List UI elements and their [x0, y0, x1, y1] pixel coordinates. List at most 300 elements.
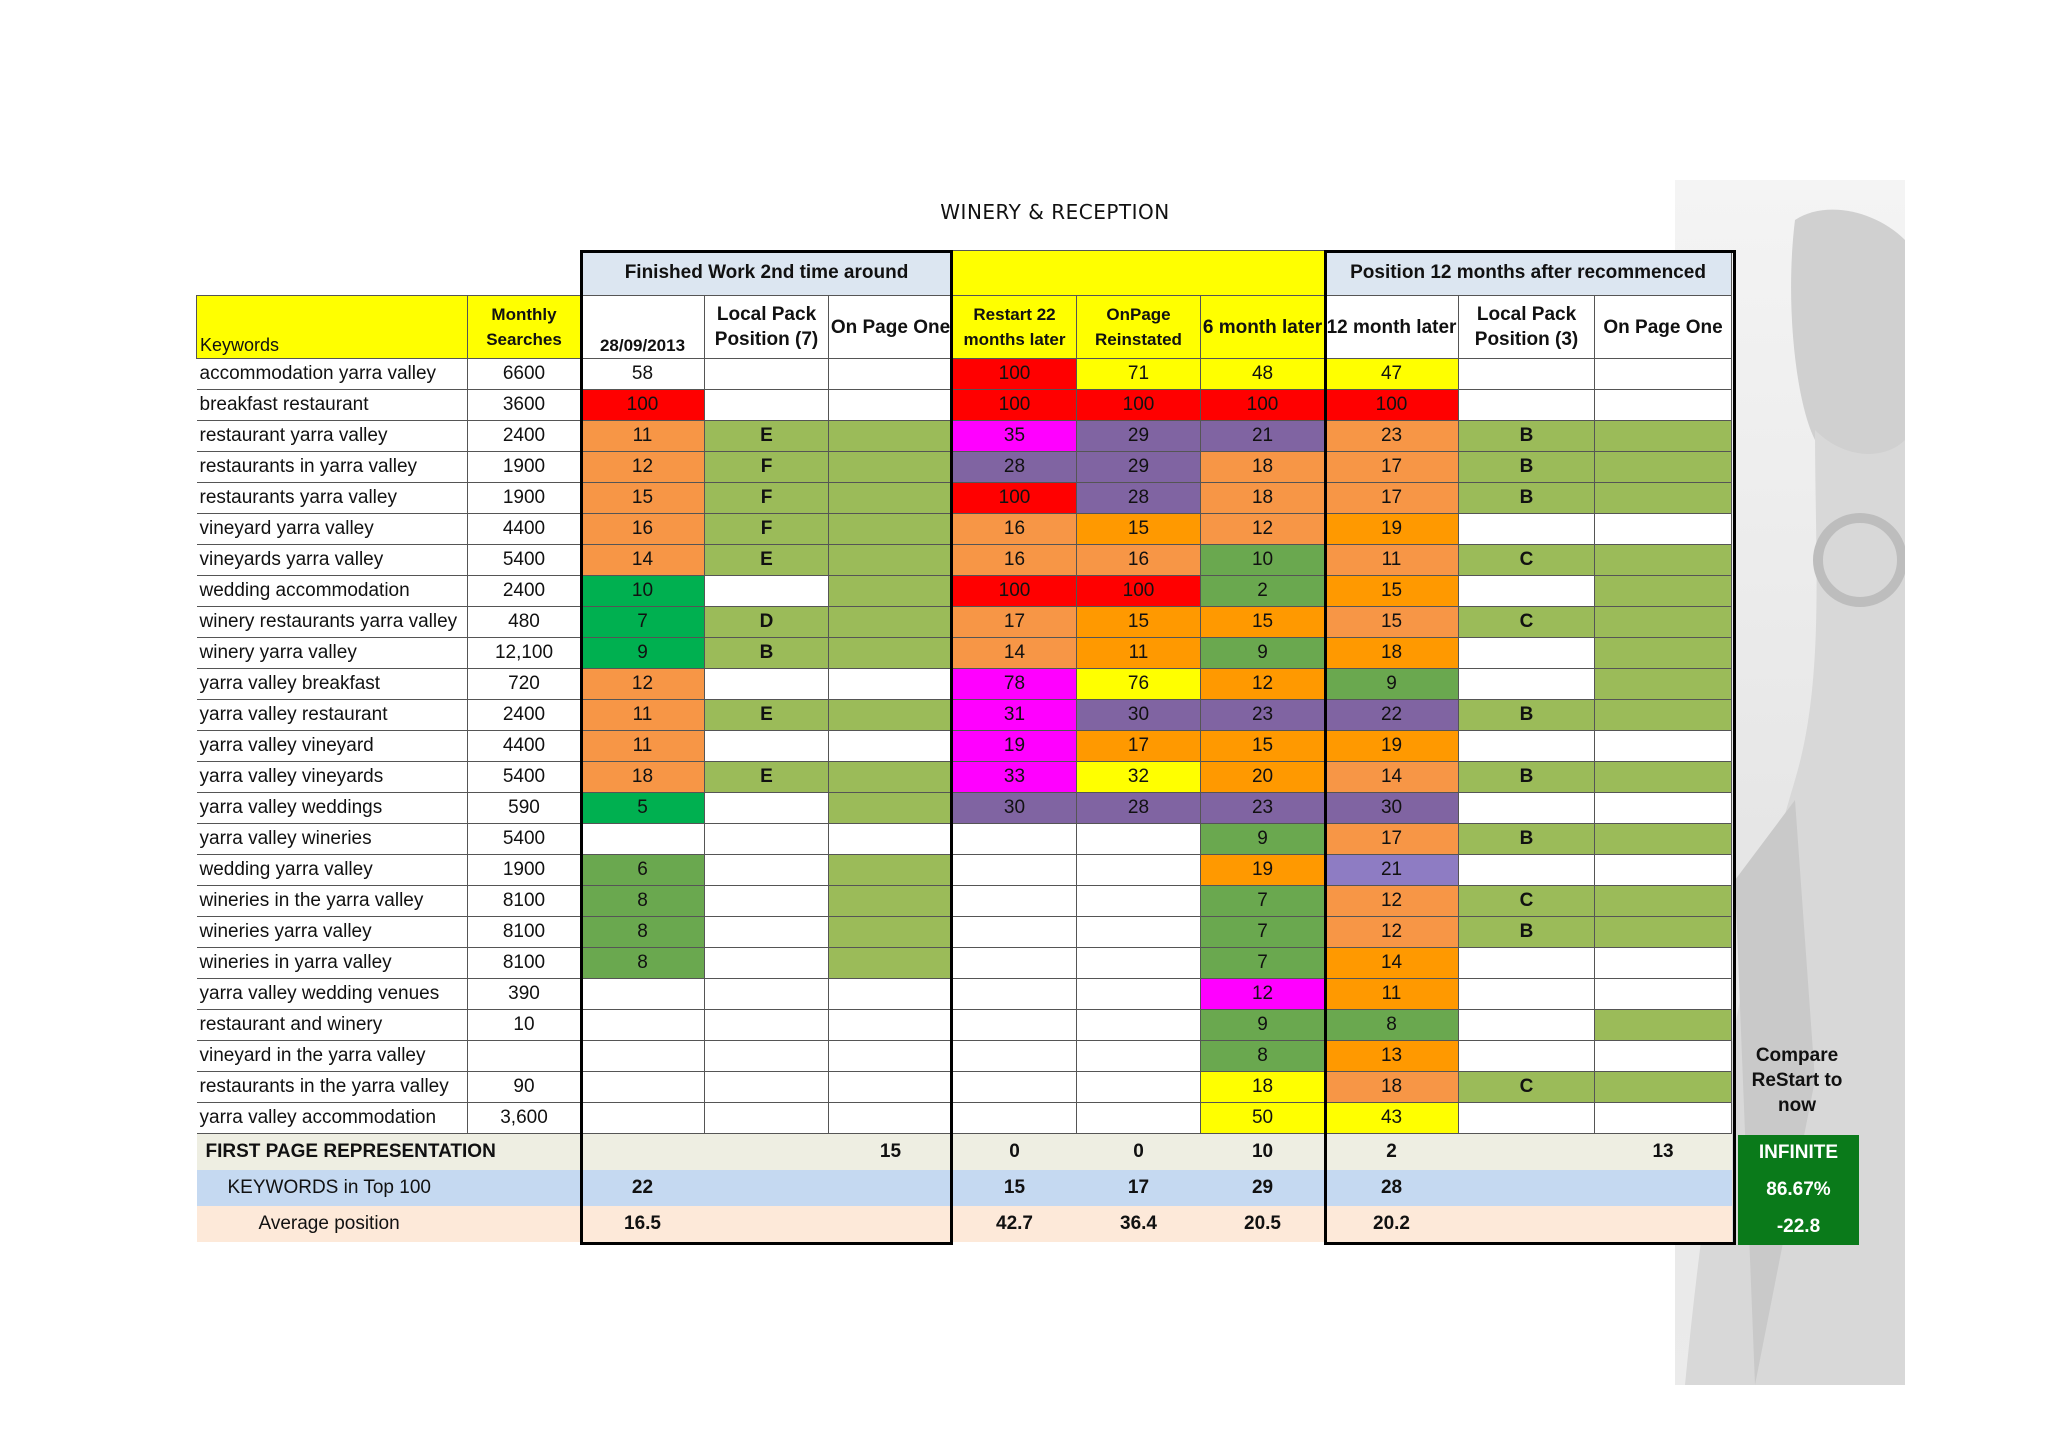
rank-cell: [1459, 1010, 1595, 1041]
monthly-searches-cell: [468, 1041, 581, 1072]
keyword-cell: wedding accommodation: [197, 576, 468, 607]
monthly-searches-cell: 480: [468, 607, 581, 638]
rank-cell: C: [1459, 607, 1595, 638]
keyword-cell: yarra valley vineyards: [197, 762, 468, 793]
table-row: [197, 545, 1732, 576]
rank-cell: 14: [1325, 762, 1459, 793]
rank-cell: 14: [953, 638, 1077, 669]
rank-cell: [829, 1072, 953, 1103]
rank-cell: [829, 824, 953, 855]
rank-cell: [953, 855, 1077, 886]
rank-cell: [1595, 669, 1732, 700]
summary-first-page-reinstated: 0: [1133, 1141, 1144, 1162]
rank-cell: 20: [1201, 762, 1325, 793]
rank-cell: [1595, 855, 1732, 886]
rank-cell: 100: [953, 359, 1077, 390]
rank-cell: 30: [953, 793, 1077, 824]
rank-cell: 11: [1325, 979, 1459, 1010]
rank-cell: 17: [953, 607, 1077, 638]
rank-cell: [705, 824, 829, 855]
rank-cell: 12: [1201, 979, 1325, 1010]
rank-cell: 15: [1325, 576, 1459, 607]
rank-cell: [1459, 514, 1595, 545]
table-row: [197, 762, 1732, 793]
rank-cell: 23: [1201, 700, 1325, 731]
keyword-cell: yarra valley wedding venues: [197, 979, 468, 1010]
rank-cell: [1595, 793, 1732, 824]
rank-cell: 48: [1201, 359, 1325, 390]
keyword-cell: vineyard yarra valley: [197, 514, 468, 545]
rank-cell: 10: [1201, 545, 1325, 576]
rank-cell: 100: [1325, 390, 1459, 421]
rank-cell: [1595, 762, 1732, 793]
rank-cell: [829, 762, 953, 793]
page-title: WINERY & RECEPTION: [940, 200, 1170, 224]
rank-cell: 8: [581, 917, 705, 948]
rank-cell: 2: [1201, 576, 1325, 607]
rank-cell: [705, 390, 829, 421]
rank-cell: [581, 824, 705, 855]
header-onpage-reinstated: OnPage Reinstated: [1077, 296, 1201, 359]
summary-first-page-twelve-month: 2: [1386, 1141, 1397, 1162]
rank-cell: [953, 1010, 1077, 1041]
compare-top100: 86.67%: [1738, 1171, 1859, 1208]
rank-cell: [1459, 731, 1595, 762]
rank-cell: [829, 700, 953, 731]
rank-cell: [829, 731, 953, 762]
rank-cell: [1077, 1072, 1201, 1103]
rank-cell: 22: [1325, 700, 1459, 731]
table-row: [197, 669, 1732, 700]
rank-cell: [581, 1072, 705, 1103]
table-row: [197, 793, 1732, 824]
rank-cell: [953, 886, 1077, 917]
table-row: [197, 576, 1732, 607]
rank-cell: [1595, 607, 1732, 638]
rank-cell: [829, 669, 953, 700]
rank-cell: [705, 979, 829, 1010]
rank-cell: 18: [1325, 638, 1459, 669]
header-twelve-month: 12 month later: [1325, 296, 1459, 359]
rank-cell: 21: [1201, 421, 1325, 452]
header-six-month: 6 month later: [1201, 296, 1325, 359]
keyword-cell: breakfast restaurant: [197, 390, 468, 421]
rank-cell: [829, 607, 953, 638]
rank-cell: 28: [1077, 483, 1201, 514]
rank-cell: 100: [581, 390, 705, 421]
rank-cell: B: [1459, 824, 1595, 855]
rank-cell: C: [1459, 1072, 1595, 1103]
table-row: [197, 886, 1732, 917]
rank-cell: D: [705, 607, 829, 638]
rank-cell: 100: [1201, 390, 1325, 421]
rank-cell: E: [705, 421, 829, 452]
rank-cell: [1595, 1041, 1732, 1072]
rank-cell: 15: [1077, 607, 1201, 638]
rank-cell: 18: [1325, 1072, 1459, 1103]
keyword-cell: yarra valley breakfast: [197, 669, 468, 700]
rank-cell: 10: [581, 576, 705, 607]
header-monthly-searches: Monthly Searches: [468, 296, 581, 359]
rank-cell: [705, 731, 829, 762]
summary-first-page-row: [197, 1134, 1732, 1171]
rank-cell: 6: [581, 855, 705, 886]
rank-cell: [1595, 576, 1732, 607]
rank-cell: 9: [1201, 824, 1325, 855]
rank-cell: [1595, 452, 1732, 483]
rank-cell: [829, 576, 953, 607]
rank-cell: 28: [953, 452, 1077, 483]
rank-cell: [829, 483, 953, 514]
rank-cell: 13: [1325, 1041, 1459, 1072]
keyword-cell: vineyard in the yarra valley: [197, 1041, 468, 1072]
rank-cell: [829, 514, 953, 545]
monthly-searches-cell: 10: [468, 1010, 581, 1041]
monthly-searches-cell: 5400: [468, 545, 581, 576]
rank-cell: C: [1459, 545, 1595, 576]
rank-cell: 11: [1077, 638, 1201, 669]
rank-cell: 78: [953, 669, 1077, 700]
rank-cell: 15: [1201, 607, 1325, 638]
monthly-searches-cell: 1900: [468, 483, 581, 514]
monthly-searches-cell: 1900: [468, 452, 581, 483]
keyword-cell: yarra valley wineries: [197, 824, 468, 855]
rank-cell: [1077, 886, 1201, 917]
summary-top100-date: 22: [631, 1177, 654, 1198]
summary-first-page-on-page-one-2: 13: [1652, 1141, 1674, 1162]
rank-cell: 21: [1325, 855, 1459, 886]
rank-cell: [1595, 359, 1732, 390]
rank-cell: 19: [1201, 855, 1325, 886]
rank-cell: 100: [1077, 576, 1201, 607]
rank-cell: 43: [1325, 1103, 1459, 1134]
rank-cell: 18: [1201, 452, 1325, 483]
rank-cell: 23: [1201, 793, 1325, 824]
rank-cell: 11: [581, 421, 705, 452]
rank-cell: [1459, 1103, 1595, 1134]
keyword-cell: accommodation yarra valley: [197, 359, 468, 390]
rank-cell: [1595, 514, 1732, 545]
rank-cell: [829, 545, 953, 576]
rank-cell: [829, 638, 953, 669]
summary-first-page-on-page-one: 15: [879, 1141, 902, 1162]
rank-cell: C: [1459, 886, 1595, 917]
rank-cell: 17: [1325, 483, 1459, 514]
summary-top100-six-month: 29: [1251, 1177, 1274, 1198]
rank-cell: 12: [581, 669, 705, 700]
rank-cell: 9: [1325, 669, 1459, 700]
rank-cell: [705, 948, 829, 979]
rank-cell: [1459, 576, 1595, 607]
keyword-ranking-table: [196, 250, 1732, 1242]
table-row: [197, 1041, 1732, 1072]
rank-cell: [1077, 824, 1201, 855]
monthly-searches-cell: 720: [468, 669, 581, 700]
summary-top100-twelve-month: 28: [1380, 1177, 1403, 1198]
rank-cell: [953, 1103, 1077, 1134]
rank-cell: 16: [953, 514, 1077, 545]
table-row: [197, 638, 1732, 669]
rank-cell: [1459, 638, 1595, 669]
table-row: [197, 390, 1732, 421]
rank-cell: [829, 979, 953, 1010]
keyword-cell: restaurants in the yarra valley: [197, 1072, 468, 1103]
rank-cell: 9: [581, 638, 705, 669]
compare-label: Compare ReStart to now: [1751, 1045, 1843, 1116]
rank-cell: 11: [581, 700, 705, 731]
rank-cell: 12: [1325, 917, 1459, 948]
rank-cell: F: [705, 514, 829, 545]
rank-cell: 19: [1325, 514, 1459, 545]
rank-cell: [705, 855, 829, 886]
rank-cell: [705, 886, 829, 917]
keyword-cell: wineries in yarra valley: [197, 948, 468, 979]
rank-cell: [1595, 1072, 1732, 1103]
header-on-page-one: On Page One: [829, 296, 953, 359]
rank-cell: [1459, 979, 1595, 1010]
rank-cell: 15: [1325, 607, 1459, 638]
rank-cell: B: [1459, 917, 1595, 948]
rank-cell: [1459, 855, 1595, 886]
table-row: [197, 700, 1732, 731]
rank-cell: [581, 1041, 705, 1072]
rank-cell: 23: [1325, 421, 1459, 452]
rank-cell: [1595, 483, 1732, 514]
summary-average-date: 16.5: [624, 1213, 661, 1234]
table-row: [197, 979, 1732, 1010]
monthly-searches-cell: 5400: [468, 824, 581, 855]
rank-cell: 100: [953, 390, 1077, 421]
header-restart: Restart 22 months later: [953, 296, 1077, 359]
rank-cell: 58: [581, 359, 705, 390]
rank-cell: 8: [1201, 1041, 1325, 1072]
rank-cell: 8: [1325, 1010, 1459, 1041]
rank-cell: 29: [1077, 452, 1201, 483]
monthly-searches-cell: 90: [468, 1072, 581, 1103]
rank-cell: 9: [1201, 638, 1325, 669]
summary-top100-label: KEYWORDS in Top 100: [227, 1177, 431, 1198]
monthly-searches-cell: 8100: [468, 886, 581, 917]
rank-cell: [705, 1072, 829, 1103]
rank-cell: 31: [953, 700, 1077, 731]
summary-average-label: Average position: [258, 1213, 400, 1234]
rank-cell: 76: [1077, 669, 1201, 700]
rank-cell: [1459, 359, 1595, 390]
table-row: [197, 359, 1732, 390]
rank-cell: [829, 793, 953, 824]
rank-cell: [1595, 824, 1732, 855]
rank-cell: 32: [1077, 762, 1201, 793]
header-on-page-one-2: On Page One: [1595, 296, 1732, 359]
rank-cell: [1595, 917, 1732, 948]
keyword-cell: restaurants in yarra valley: [197, 452, 468, 483]
rank-cell: [705, 917, 829, 948]
rank-cell: 14: [581, 545, 705, 576]
rank-cell: [829, 1103, 953, 1134]
table-row: [197, 917, 1732, 948]
rank-cell: [705, 1010, 829, 1041]
summary-top100-row: [197, 1170, 1732, 1206]
header-local-pack-7: Local Pack Position (7): [705, 296, 829, 359]
rank-cell: 5: [581, 793, 705, 824]
column-header-row: [197, 296, 1732, 359]
rank-cell: B: [1459, 700, 1595, 731]
rank-cell: 100: [953, 483, 1077, 514]
table-row: [197, 855, 1732, 886]
rank-cell: 35: [953, 421, 1077, 452]
rank-cell: [705, 1103, 829, 1134]
rank-cell: [1077, 979, 1201, 1010]
keyword-cell: wineries yarra valley: [197, 917, 468, 948]
rank-cell: [705, 1041, 829, 1072]
rank-cell: [953, 979, 1077, 1010]
keyword-cell: winery restaurants yarra valley: [197, 607, 468, 638]
rank-cell: 9: [1201, 1010, 1325, 1041]
summary-average-reinstated: 36.4: [1120, 1213, 1157, 1234]
rank-cell: 33: [953, 762, 1077, 793]
rank-cell: 17: [1325, 824, 1459, 855]
rank-cell: [1459, 390, 1595, 421]
table-row: [197, 731, 1732, 762]
rank-cell: 14: [1325, 948, 1459, 979]
keyword-cell: yarra valley vineyard: [197, 731, 468, 762]
monthly-searches-cell: 4400: [468, 514, 581, 545]
keyword-cell: winery yarra valley: [197, 638, 468, 669]
summary-average-twelve-month: 20.2: [1373, 1213, 1410, 1234]
rank-cell: 18: [581, 762, 705, 793]
rank-cell: [953, 1072, 1077, 1103]
rank-cell: [1595, 979, 1732, 1010]
rank-cell: 17: [1077, 731, 1201, 762]
keyword-cell: yarra valley restaurant: [197, 700, 468, 731]
rank-cell: E: [705, 762, 829, 793]
rank-cell: [1077, 1041, 1201, 1072]
table-row: [197, 483, 1732, 514]
rank-cell: 12: [581, 452, 705, 483]
rank-cell: [953, 917, 1077, 948]
rank-cell: B: [1459, 762, 1595, 793]
monthly-searches-cell: 3,600: [468, 1103, 581, 1134]
summary-first-page-restart: 0: [1009, 1141, 1020, 1162]
monthly-searches-cell: 6600: [468, 359, 581, 390]
summary-top100-reinstated: 17: [1127, 1177, 1150, 1198]
rank-cell: [705, 359, 829, 390]
table-row: [197, 607, 1732, 638]
rank-cell: [953, 1041, 1077, 1072]
rank-cell: 7: [581, 607, 705, 638]
rank-cell: B: [1459, 452, 1595, 483]
rank-cell: [953, 824, 1077, 855]
rank-cell: 29: [1077, 421, 1201, 452]
rank-cell: [705, 669, 829, 700]
rank-cell: B: [705, 638, 829, 669]
rank-cell: [829, 948, 953, 979]
rank-cell: 18: [1201, 1072, 1325, 1103]
monthly-searches-cell: 8100: [468, 917, 581, 948]
rank-cell: 11: [1325, 545, 1459, 576]
rank-cell: 17: [1325, 452, 1459, 483]
summary-average-row: [197, 1206, 1732, 1242]
rank-cell: [829, 359, 953, 390]
summary-top100-restart: 15: [1003, 1177, 1026, 1198]
rank-cell: [705, 793, 829, 824]
monthly-searches-cell: 1900: [468, 855, 581, 886]
group-header-position: Position 12 months after recommenced: [1325, 251, 1732, 296]
rank-cell: 7: [1201, 886, 1325, 917]
rank-cell: 28: [1077, 793, 1201, 824]
rank-cell: [829, 421, 953, 452]
rank-cell: 11: [581, 731, 705, 762]
keyword-cell: yarra valley weddings: [197, 793, 468, 824]
rank-cell: [953, 948, 1077, 979]
compare-average: -22.8: [1738, 1208, 1859, 1245]
rank-cell: [829, 390, 953, 421]
rank-cell: [829, 855, 953, 886]
rank-cell: 8: [581, 886, 705, 917]
rank-cell: E: [705, 545, 829, 576]
rank-cell: B: [1459, 483, 1595, 514]
rank-cell: [829, 1041, 953, 1072]
rank-cell: [1595, 948, 1732, 979]
rank-cell: [1595, 1010, 1732, 1041]
rank-cell: [1077, 1103, 1201, 1134]
monthly-searches-cell: 3600: [468, 390, 581, 421]
group-header-finished: Finished Work 2nd time around: [581, 251, 953, 296]
table-row: [197, 1010, 1732, 1041]
rank-cell: 15: [1201, 731, 1325, 762]
rank-cell: [1595, 545, 1732, 576]
table-row: [197, 824, 1732, 855]
rank-cell: [1077, 917, 1201, 948]
group-header-row: [197, 251, 1732, 296]
rank-cell: B: [1459, 421, 1595, 452]
rank-cell: [829, 452, 953, 483]
monthly-searches-cell: 4400: [468, 731, 581, 762]
rank-cell: 7: [1201, 917, 1325, 948]
rank-cell: 19: [1325, 731, 1459, 762]
rank-cell: 15: [581, 483, 705, 514]
rank-cell: 18: [1201, 483, 1325, 514]
rank-cell: [1595, 390, 1732, 421]
rank-cell: 30: [1077, 700, 1201, 731]
keyword-cell: yarra valley accommodation: [197, 1103, 468, 1134]
rank-cell: 16: [1077, 545, 1201, 576]
table-row: [197, 948, 1732, 979]
compare-first-page: INFINITE: [1738, 1135, 1859, 1171]
rank-cell: 16: [953, 545, 1077, 576]
rank-cell: [1595, 700, 1732, 731]
rank-cell: E: [705, 700, 829, 731]
monthly-searches-cell: 12,100: [468, 638, 581, 669]
rank-cell: 16: [581, 514, 705, 545]
rank-cell: [1077, 1010, 1201, 1041]
rank-cell: [1595, 731, 1732, 762]
rank-cell: [1077, 855, 1201, 886]
rank-cell: [581, 1103, 705, 1134]
rank-cell: F: [705, 483, 829, 514]
summary-first-page-label: FIRST PAGE REPRESENTATION: [205, 1141, 496, 1162]
rank-cell: 100: [953, 576, 1077, 607]
rank-cell: 8: [581, 948, 705, 979]
rank-cell: 12: [1325, 886, 1459, 917]
rank-cell: 30: [1325, 793, 1459, 824]
rank-cell: [1459, 948, 1595, 979]
header-local-pack-3: Local Pack Position (3): [1459, 296, 1595, 359]
rank-cell: [1459, 1041, 1595, 1072]
rank-cell: 12: [1201, 514, 1325, 545]
rank-cell: 7: [1201, 948, 1325, 979]
rank-cell: 100: [1077, 390, 1201, 421]
